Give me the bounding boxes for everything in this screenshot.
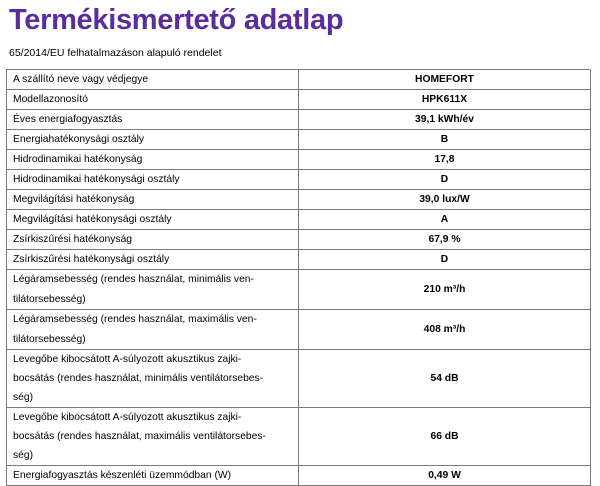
row-label	[7, 466, 299, 486]
row-label	[7, 190, 299, 210]
row-label	[7, 310, 299, 350]
table-row	[7, 150, 591, 170]
row-label-line: Zsírkiszűrési hatékonysági osztály	[13, 254, 170, 265]
row-label-line: Megvilágítási hatékonyság	[13, 194, 135, 205]
row-label-line: Hidrodinamikai hatékonysági osztály	[13, 174, 180, 185]
row-value: 0,49 W	[299, 466, 591, 486]
row-value: 210 m³/h	[299, 270, 591, 310]
table-row	[7, 230, 591, 250]
row-label-line: Hidrodinamikai hatékonyság	[13, 154, 143, 165]
table-row	[7, 250, 591, 270]
row-label	[7, 230, 299, 250]
row-value: 67,9 %	[299, 230, 591, 250]
row-value: 66 dB	[299, 408, 591, 466]
row-label	[7, 90, 299, 110]
row-value: 39,1 kWh/év	[299, 110, 591, 130]
table-row	[7, 130, 591, 150]
row-value: B	[299, 130, 591, 150]
row-value: 408 m³/h	[299, 310, 591, 350]
row-label	[7, 130, 299, 150]
table-row	[7, 190, 591, 210]
table-row	[7, 466, 591, 486]
table-row	[7, 70, 591, 90]
row-label	[7, 250, 299, 270]
row-value: HOMEFORT	[299, 70, 591, 90]
row-value: 54 dB	[299, 350, 591, 408]
row-label-line: A szállító neve vagy védjegye	[13, 74, 149, 85]
row-label-line: bocsátás (rendes használat, maximális ventilátorsebes-	[13, 431, 266, 442]
row-label-line: ség)	[13, 450, 34, 461]
table-row	[7, 408, 591, 466]
row-value: A	[299, 210, 591, 230]
row-label-line: tilátorsebesség)	[13, 293, 86, 305]
row-label	[7, 270, 299, 310]
row-label-line: Energiafogyasztás készenléti üzemmódban (W)	[13, 470, 232, 481]
row-label	[7, 110, 299, 130]
row-label	[7, 70, 299, 90]
row-label-line: Megvilágítási hatékonysági osztály	[13, 214, 172, 225]
row-label	[7, 350, 299, 408]
specification-table	[6, 69, 591, 486]
row-value: D	[299, 170, 591, 190]
row-label-line: ség)	[13, 392, 34, 403]
page-title: Termékismertető adatlap	[9, 4, 344, 36]
row-label-line: Zsírkiszűrési hatékonyság	[13, 234, 133, 245]
row-label-line: Légáramsebesség (rendes használat, maximális ven-	[13, 314, 257, 325]
row-label-line: tilátorsebesség)	[13, 333, 86, 345]
table-row	[7, 110, 591, 130]
row-label	[7, 210, 299, 230]
table-row	[7, 270, 591, 310]
table-row	[7, 210, 591, 230]
table-row	[7, 350, 591, 408]
row-label	[7, 170, 299, 190]
row-value: D	[299, 250, 591, 270]
row-label	[7, 150, 299, 170]
row-label	[7, 408, 299, 466]
table-row	[7, 90, 591, 110]
specification-table-body	[7, 70, 591, 486]
row-label-line: Éves energiafogyasztás	[13, 114, 123, 125]
row-value: HPK611X	[299, 90, 591, 110]
row-label-line: Modellazonosító	[13, 94, 88, 105]
table-row	[7, 310, 591, 350]
row-label-line: bocsátás (rendes használat, minimális ventilátorsebes-	[13, 373, 264, 384]
row-value: 39,0 lux/W	[299, 190, 591, 210]
row-label-line: Levegőbe kibocsátott A-súlyozott akusztikus zajki-	[13, 412, 242, 423]
row-label-line: Energiahatékonysági osztály	[13, 134, 145, 145]
regulation-subtitle: 65/2014/EU felhatalmazáson alapuló rendelet	[9, 47, 222, 59]
row-value: 17,8	[299, 150, 591, 170]
row-label-line: Levegőbe kibocsátott A-súlyozott akusztikus zajki-	[13, 354, 242, 365]
table-row	[7, 170, 591, 190]
row-label-line: Légáramsebesség (rendes használat, minimális ven-	[13, 274, 254, 285]
